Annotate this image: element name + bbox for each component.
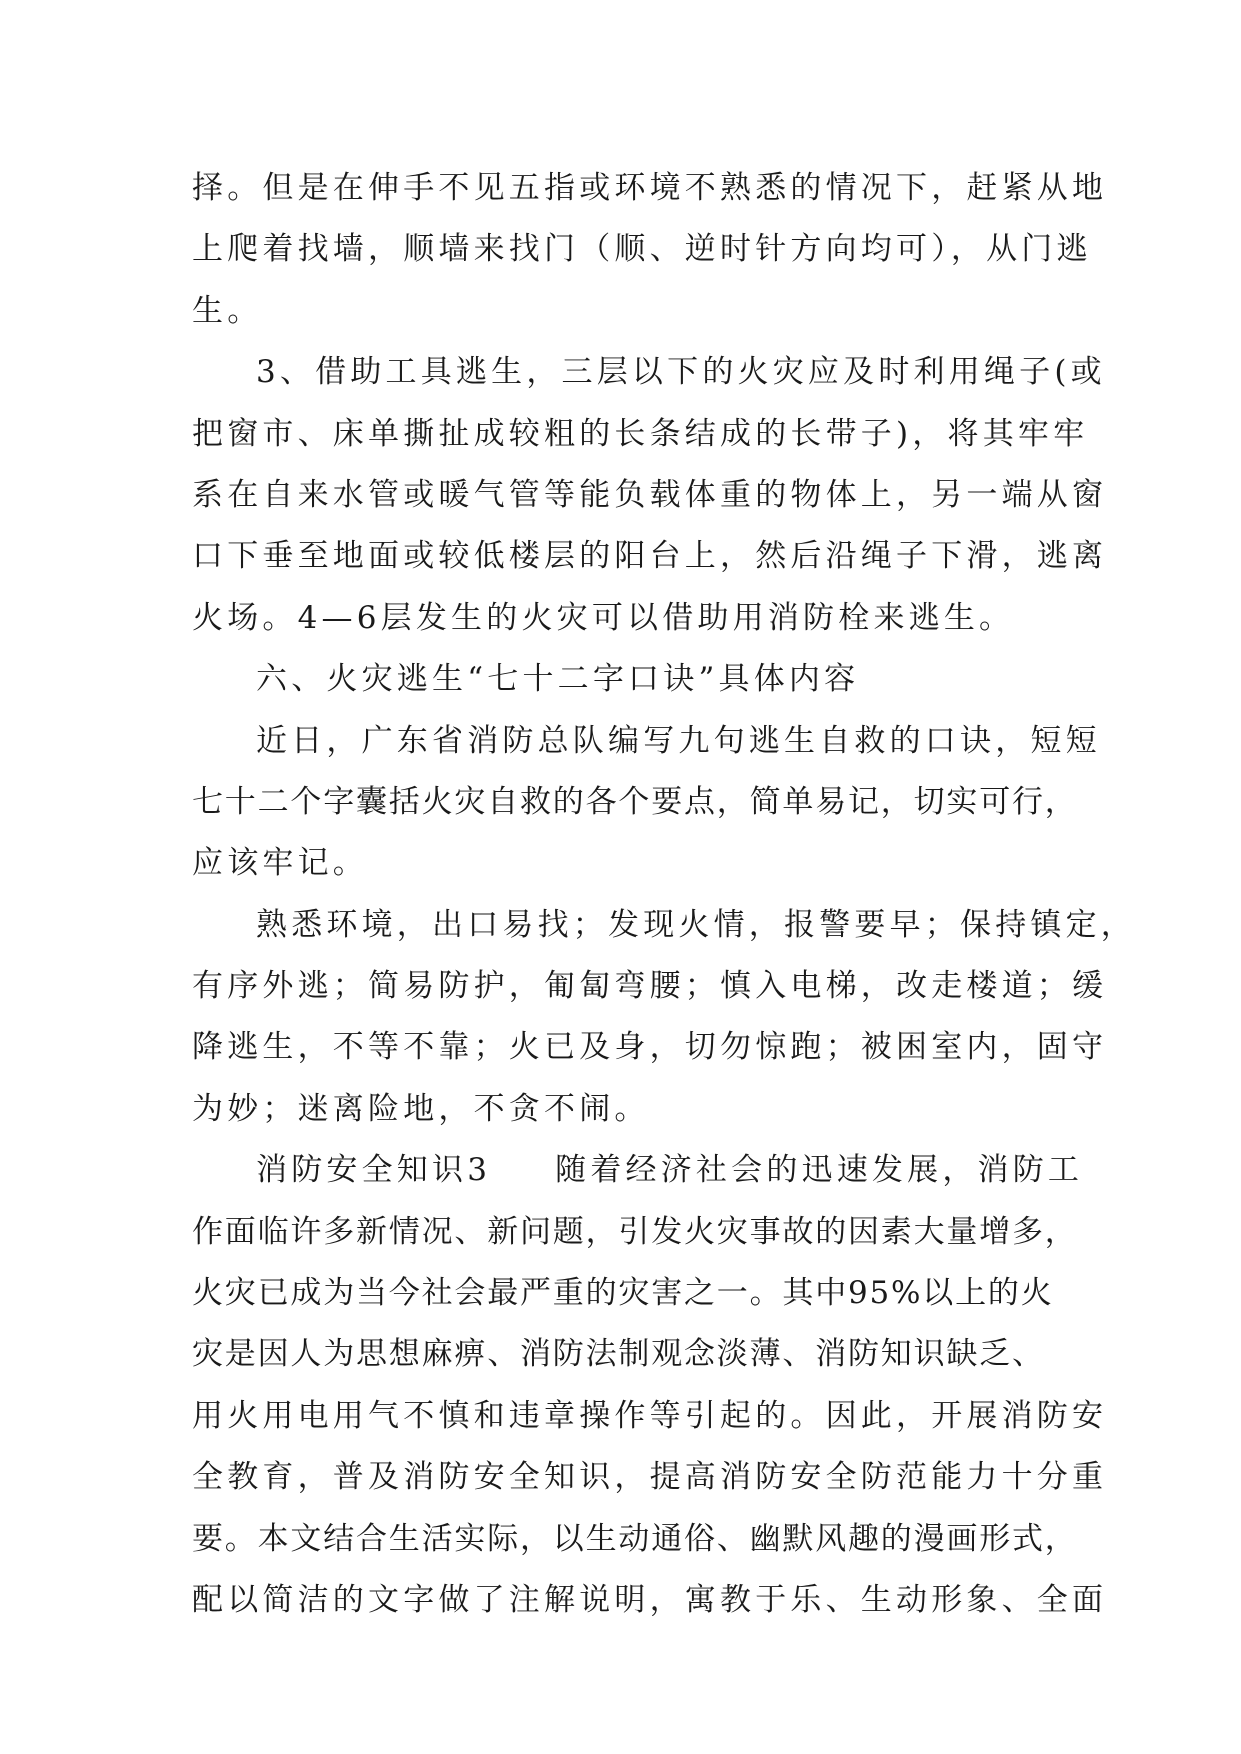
text-line: 要。本文结合生活实际，以生动通俗、幽默风趣的漫画形式， xyxy=(192,1520,1078,1557)
text-line: 口下垂至地面或较低楼层的阳台上，然后沿绳子下滑，逃离 xyxy=(192,538,1108,575)
text-line: 用火用电用气不慎和违章操作等引起的。因此，开展消防安 xyxy=(192,1397,1108,1434)
text-line: 为妙；迷离险地，不贪不闹。 xyxy=(192,1090,650,1127)
text-line: 火灾已成为当今社会最严重的灾害之一。其中95%以上的火 xyxy=(192,1275,1054,1312)
article-intro: 随着经济社会的迅速发展，消防工 xyxy=(555,1152,1084,1189)
article-title: 消防安全知识3 xyxy=(256,1152,492,1189)
text-line: 系在自来水管或暖气管等能负载体重的物体上，另一端从窗 xyxy=(192,476,1108,513)
text-line: 全教育，普及消防安全知识，提高消防安全防范能力十分重 xyxy=(192,1459,1108,1496)
text-line: 把窗市、床单撕扯成较粗的长条结成的长带子)，将其牢牢 xyxy=(192,415,1089,452)
text-line: 七十二个字囊括火灾自救的各个要点，简单易记，切实可行， xyxy=(192,783,1078,820)
text-line: 择。但是在伸手不见五指或环境不熟悉的情况下，赶紧从地 xyxy=(192,170,1108,206)
text-line: 3、借助工具逃生，三层以下的火灾应及时利用绳子(或 xyxy=(256,354,1106,391)
text-line: 应该牢记。 xyxy=(192,845,368,882)
text-line: 作面临许多新情况、新问题，引发火灾事故的因素大量增多， xyxy=(192,1213,1078,1250)
section-heading: 六、火灾逃生“七十二字口诀”具体内容 xyxy=(256,661,860,698)
text-line: 有序外逃；简易防护，匍匐弯腰；慎入电梯，改走楼道；缓 xyxy=(192,968,1108,1005)
text-line: 上爬着找墙，顺墙来找门（顺、逆时针方向均可），从门逃 xyxy=(192,231,1092,268)
document-body xyxy=(192,158,1136,1631)
text-line: 配以简洁的文字做了注解说明，寓教于乐、生动形象、全面 xyxy=(192,1581,1108,1618)
text-line: 近日，广东省消防总队编写九句逃生自救的口诀，短短 xyxy=(256,722,1101,759)
text-line: 生。 xyxy=(192,292,263,329)
text-line: 火场。4—6层发生的火灾可以借助用消防栓来逃生。 xyxy=(192,599,1015,636)
text-line: 熟悉环境，出口易找；发现火情，报警要早；保持镇定， xyxy=(256,906,1136,943)
text-line xyxy=(192,1140,1084,1201)
text-line: 降逃生，不等不靠；火已及身，切勿惊跑；被困室内，固守 xyxy=(192,1029,1108,1066)
text-line: 灾是因人为思想麻痹、消防法制观念淡薄、消防知识缺乏、 xyxy=(192,1336,1045,1373)
